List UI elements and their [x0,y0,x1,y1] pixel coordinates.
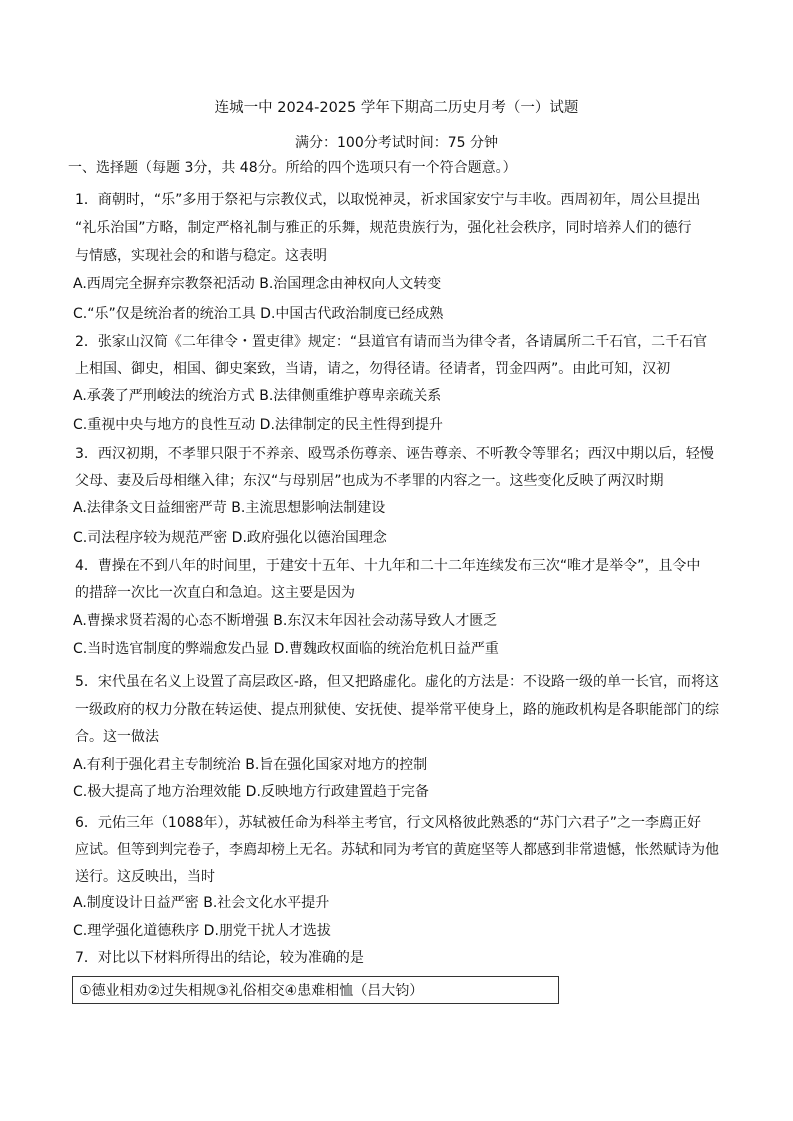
q3-options-ab: A.法律条文日益细密严苛 B.主流思想影响法制建设 [73,500,386,516]
q1-stem-line-1: 1．商朝时，“乐”多用于祭祀与宗教仪式，以取悦神灵，祈求国家安宁与丰收。西周初年，周公旦提出 [75,192,701,208]
q6-stem-line-3: 送行。这反映出，当时 [75,869,215,885]
q4-options-cd: C.当时选官制度的弊端愈发凸显 D.曹魏政权面临的统治危机日益严重 [73,641,499,657]
q1-options-ab: A.西周完全摒弃宗教祭祀活动 B.治国理念由神权向人文转变 [73,276,442,292]
q3-stem-line-2: 父母、妻及后母相继入律；东汉“与母别居”也成为不孝罪的内容之一。这些变化反映了两汉时期 [75,473,664,489]
q7-stem: 7．对比以下材料所得出的结论，较为准确的是 [75,950,364,966]
q1-stem-line-2: “礼乐治国”方略，制定严格礼制与雅正的乐舞，规范贵族行为，强化社会秩序，同时培养人们的德行 [75,220,692,236]
q3-stem-line-1: 3．西汉初期，不孝罪只限于不养亲、殴骂杀伤尊亲、诬告尊亲、不听教令等罪名；西汉中期以后，轻慢 [75,446,714,462]
q2-stem-line-1: 2．张家山汉简《二年律令・置吏律》规定：“县道官有请而当为律令者，各请属所二千石官，二千石官 [75,334,708,350]
q6-options-cd: C.理学强化道德秩序 D.朋党干扰人才选拔 [73,923,331,939]
q1-options-cd: C.“乐”仅是统治者的统治工具 D.中国古代政治制度已经成熟 [73,306,444,322]
q5-stem-line-1: 5．宋代虽在名义上设置了高层政区-路，但又把路虚化。虚化的方法是：不设路一级的单一长官，而将这 [75,674,719,690]
q7-material-box [72,976,559,1004]
section-heading: 一、选择题（每题 3分，共 48分。所给的四个选项只有一个符合题意。） [68,160,517,176]
q2-options-cd: C.重视中央与地方的良性互动 D.法律制定的民主性得到提升 [73,417,443,433]
q6-options-ab: A.制度设计日益严密 B.社会文化水平提升 [73,895,330,911]
q4-stem-line-2: 的措辞一次比一次直白和急迫。这主要是因为 [75,585,355,601]
q2-stem-line-2: 上相国、御史，相国、御史案致，当请，请之，勿得径请。径请者，罚金四两”。由此可知，汉初 [75,361,671,377]
q6-stem-line-2: 应试。但等到判完卷子，李廌却榜上无名。苏轼和同为考官的黄庭坚等人都感到非常遗憾，怅然赋诗为他 [75,842,719,858]
q5-options-ab: A.有利于强化君主专制统治 B.旨在强化国家对地方的控制 [73,757,428,773]
exam-score-time: 满分：100分考试时间：75 分钟 [295,135,498,151]
q4-stem-line-1: 4．曹操在不到八年的时间里，于建安十五年、十九年和二十二年连续发布三次“唯才是举令”，且令中 [75,558,701,574]
q7-material-text: ①德业相劝②过失相规③礼俗相交④患难相恤（吕大钧） [79,983,424,999]
q5-stem-line-3: 合。这一做法 [75,729,159,745]
q6-stem-line-1: 6．元佑三年（1088年），苏轼被任命为科举主考官，行文风格彼此熟悉的“苏门六君子”之一李廌正好 [75,815,702,831]
q2-options-ab: A.承袭了严刑峻法的统治方式 B.法律侧重维护尊卑亲疏关系 [73,388,442,404]
q4-options-ab: A.曹操求贤若渴的心态不断增强 B.东汉末年因社会动荡导致人才匮乏 [73,613,498,629]
q5-stem-line-2: 一级政府的权力分散在转运使、提点刑狱使、安抚使、提举常平使身上，路的施政机构是各职能部门的综 [75,702,719,718]
q1-stem-line-3: 与情感，实现社会的和谐与稳定。这表明 [75,248,327,264]
q5-options-cd: C.极大提高了地方治理效能 D.反映地方行政建置趋于完备 [73,784,429,800]
exam-title: 连城一中 2024-2025 学年下期高二历史月考（一）试题 [214,100,579,116]
q3-options-cd: C.司法程序较为规范严密 D.政府强化以德治国理念 [73,530,387,546]
